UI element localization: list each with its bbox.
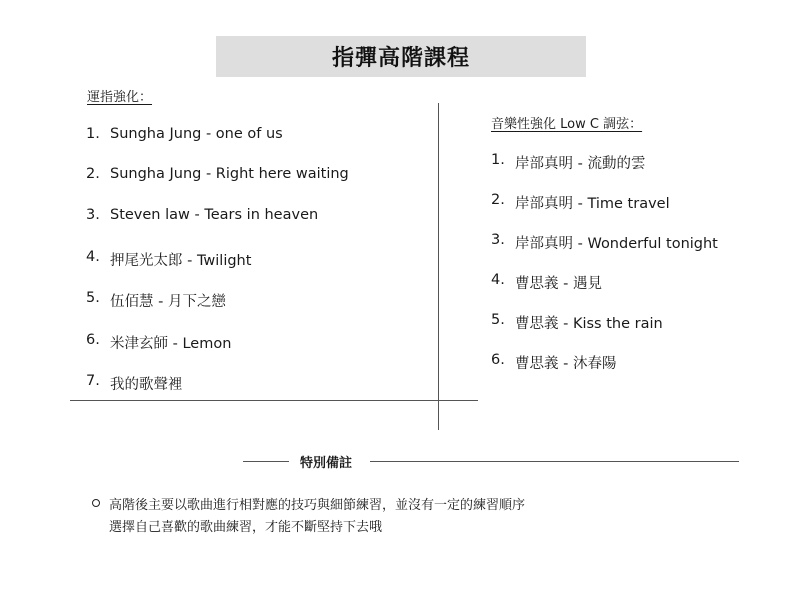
item-text: 岸部真明 - 流動的雲 — [515, 156, 646, 172]
list-item — [86, 126, 283, 142]
item-number: 3. — [86, 207, 100, 223]
list-item — [86, 166, 349, 182]
item-number: 5. — [86, 290, 100, 306]
list-item — [491, 272, 602, 293]
item-number: 2. — [491, 192, 505, 208]
list-item — [86, 207, 318, 223]
item-text: 曹思義 - Kiss the rain — [515, 316, 663, 332]
item-number: 1. — [491, 152, 505, 168]
list-item — [491, 232, 718, 253]
list-item — [491, 352, 616, 373]
item-text: Sungha Jung - one of us — [110, 126, 283, 142]
item-text: 押尾光太郎 - Twilight — [110, 253, 252, 269]
item-text: 我的歌聲裡 — [110, 377, 183, 393]
item-text: Steven law - Tears in heaven — [110, 207, 319, 223]
item-number: 1. — [86, 126, 100, 142]
left-bottom-divider — [70, 400, 478, 401]
notes-line-1: 高階後主要以歌曲進行相對應的技巧與細節練習，並沒有一定的練習順序 — [109, 498, 526, 513]
item-number: 3. — [491, 232, 505, 248]
title-banner — [216, 36, 586, 77]
notes-title: 特別備註 — [300, 456, 353, 471]
notes-line-2: 選擇自己喜歡的歌曲練習，才能不斷堅持下去哦 — [109, 520, 383, 535]
item-text: 岸部真明 - Wonderful tonight — [515, 236, 718, 252]
item-text: 米津玄師 - Lemon — [110, 336, 232, 352]
list-item — [491, 152, 645, 173]
item-number: 6. — [491, 352, 505, 368]
item-number: 2. — [86, 166, 100, 182]
bullet-circle-icon — [92, 499, 100, 507]
item-text: 曹思義 - 沐春陽 — [515, 356, 617, 372]
item-number: 7. — [86, 373, 100, 389]
list-item — [86, 373, 183, 394]
column-divider — [438, 103, 439, 430]
list-item — [86, 332, 231, 353]
item-text: 岸部真明 - Time travel — [515, 196, 670, 212]
item-number: 4. — [491, 272, 505, 288]
left-section-heading: 運指強化： — [87, 90, 153, 105]
notes-rule-right — [370, 461, 739, 462]
right-section-heading: 音樂性強化 Low C 調弦： — [491, 117, 643, 132]
notes-rule-left — [243, 461, 289, 462]
item-number: 4. — [86, 249, 100, 265]
item-number: 5. — [491, 312, 505, 328]
list-item — [491, 192, 670, 213]
list-item — [491, 312, 663, 333]
list-item — [86, 249, 251, 270]
item-text: Sungha Jung - Right here waiting — [110, 166, 349, 182]
page-title: 指彈高階課程 — [331, 46, 470, 71]
list-item — [86, 290, 226, 311]
item-text: 曹思義 - 遇見 — [515, 276, 602, 292]
item-text: 伍佰慧 - 月下之戀 — [110, 294, 226, 310]
item-number: 6. — [86, 332, 100, 348]
